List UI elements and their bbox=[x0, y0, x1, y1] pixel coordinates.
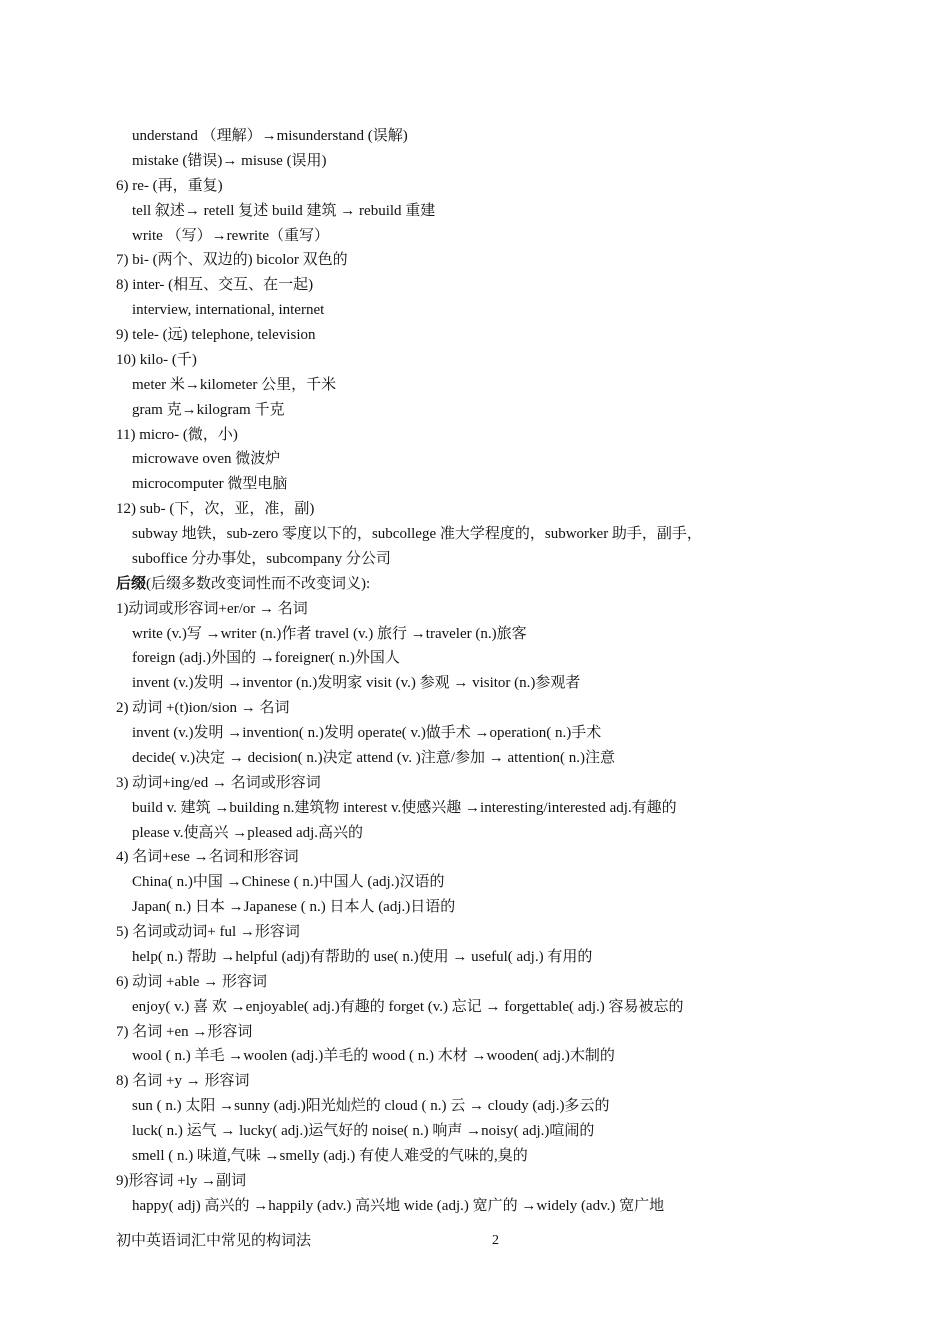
example-line: decide( v.)决定 → decision( n.)决定 attend (v. )注意/参加 → attention( n.)注意 bbox=[132, 749, 615, 766]
example-line: enjoy( v.) 喜 欢 →enjoyable( adj.)有趣的 forget (v.) 忘记 → forgettable( adj.) 容易被忘的 bbox=[132, 998, 684, 1015]
section-heading-bold: 后缀 bbox=[116, 575, 147, 592]
page-footer bbox=[116, 1230, 836, 1252]
example-line: microcomputer 微型电脑 bbox=[132, 476, 288, 493]
example-line: meter 米→kilometer 公里，千米 bbox=[132, 376, 337, 393]
footer-title: 初中英语词汇中常见的构词法 bbox=[116, 1233, 312, 1249]
rule-heading: 9) tele- (远) telephone, television bbox=[116, 327, 316, 343]
rule-heading: 7) bi- (两个、双边的) bicolor 双色的 bbox=[116, 252, 348, 269]
rule-heading: 8) 名词 +y → 形容词 bbox=[116, 1073, 250, 1090]
example-line: smell ( n.) 味道,气味 →smelly (adj.) 有使人难受的气味的,臭的 bbox=[132, 1147, 528, 1164]
example-line: wool ( n.) 羊毛 →woolen (adj.)羊毛的 wood ( n.) 木材 →wooden( adj.)木制的 bbox=[132, 1048, 615, 1065]
example-line: suboffice 分办事处，subcompany 分公司 bbox=[132, 550, 391, 567]
example-line: interview, international, internet bbox=[132, 302, 325, 319]
example-line: write （写）→rewrite（重写） bbox=[132, 227, 330, 244]
example-line: tell 叙述→ retell 复述 build 建筑 → rebuild 重建 bbox=[132, 202, 436, 219]
rule-heading: 7) 名词 +en →形容词 bbox=[116, 1023, 253, 1040]
example-line: microwave oven 微波炉 bbox=[132, 451, 281, 468]
rule-heading: 12) sub- (下，次，亚，准，副) bbox=[116, 501, 315, 518]
document-body bbox=[116, 124, 836, 1219]
page-number: 2 bbox=[492, 1233, 499, 1248]
rule-heading: 1)动词或形容词+er/or → 名词 bbox=[116, 600, 308, 617]
rule-heading: 10) kilo- (千) bbox=[116, 351, 197, 368]
example-line: foreign (adj.)外国的 →foreigner( n.)外国人 bbox=[132, 650, 400, 667]
rule-heading: 3) 动词+ing/ed → 名词或形容词 bbox=[116, 774, 321, 791]
rule-heading: 6) re- (再，重复) bbox=[116, 177, 223, 194]
example-line: sun ( n.) 太阳 →sunny (adj.)阳光灿烂的 cloud ( n.) 云 → cloudy (adj.)多云的 bbox=[132, 1098, 610, 1115]
example-line: China( n.)中国 →Chinese ( n.)中国人 (adj.)汉语的 bbox=[132, 874, 445, 891]
rule-heading: 9)形容词 +ly →副词 bbox=[116, 1172, 247, 1189]
example-line: understand （理解）→misunderstand (误解) bbox=[132, 128, 408, 144]
example-line: Japan( n.) 日本 →Japanese ( n.) 日本人 (adj.)日语的 bbox=[132, 899, 456, 916]
rule-heading: 6) 动词 +able → 形容词 bbox=[116, 973, 267, 990]
rule-heading: 4) 名词+ese →名词和形容词 bbox=[116, 849, 299, 866]
example-line: gram 克→kilogram 千克 bbox=[132, 401, 285, 418]
rule-heading: 2) 动词 +(t)ion/sion → 名词 bbox=[116, 700, 290, 717]
section-heading-rest: (后缀多数改变词性而不改变词义): bbox=[146, 575, 371, 592]
rule-heading: 5) 名词或动词+ ful →形容词 bbox=[116, 924, 300, 940]
example-line: write (v.)写 →writer (n.)作者 travel (v.) 旅行 →traveler (n.)旅客 bbox=[132, 625, 527, 642]
example-line: mistake (错误)→ misuse (误用) bbox=[132, 152, 327, 169]
example-line: happy( adj) 高兴的 →happily (adv.) 高兴地 wide (adj.) 宽广的 →widely (adv.) 宽广地 bbox=[132, 1197, 665, 1214]
rule-heading: 11) micro- (微，小) bbox=[116, 426, 238, 443]
example-line: invent (v.)发明 →inventor (n.)发明家 visit (v.) 参观 → visitor (n.)参观者 bbox=[132, 675, 581, 692]
example-line: help( n.) 帮助 →helpful (adj)有帮助的 use( n.)使用 → useful( adj.) 有用的 bbox=[132, 948, 593, 965]
example-line: luck( n.) 运气 → lucky( adj.)运气好的 noise( n.) 响声 →noisy( adj.)喧闹的 bbox=[132, 1123, 595, 1139]
rule-heading bbox=[116, 572, 836, 597]
example-line: invent (v.)发明 →invention( n.)发明 operate( v.)做手术 →operation( n.)手术 bbox=[132, 725, 602, 741]
example-line: build v. 建筑 →building n.建筑物 interest v.使感兴趣 →interesting/interested adj.有趣的 bbox=[132, 799, 677, 816]
example-line: subway 地铁，sub-zero 零度以下的，subcollege 准大学程度的，subworker 助手，副手， bbox=[132, 526, 702, 542]
example-line: please v.使高兴 →pleased adj.高兴的 bbox=[132, 824, 364, 841]
rule-heading: 8) inter- (相互、交互、在一起) bbox=[116, 277, 314, 294]
